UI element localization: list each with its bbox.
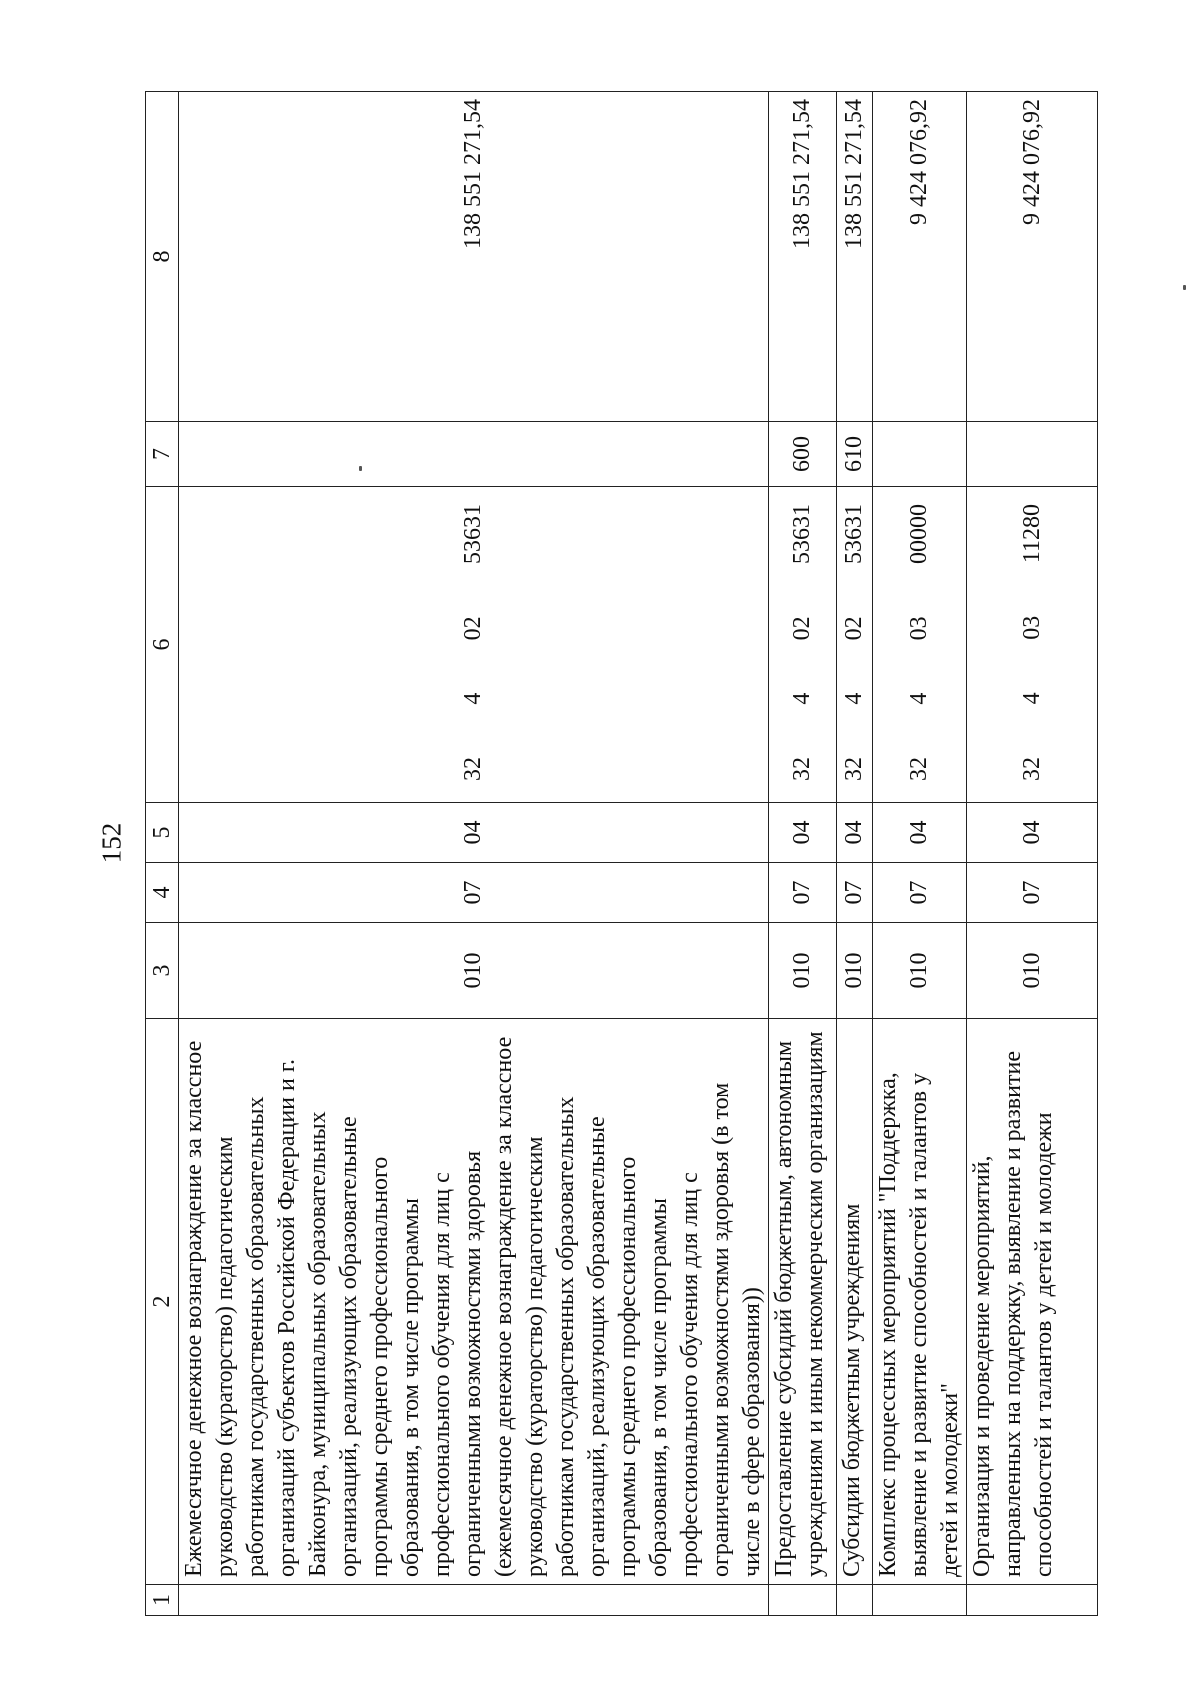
- subsection-code: 04: [967, 803, 1098, 863]
- amount: 9 424 076,92: [873, 92, 967, 422]
- expense-name: Субсидии бюджетным учреждениям: [837, 1019, 873, 1585]
- row-number: [873, 1585, 967, 1616]
- section-code: 07: [179, 863, 769, 923]
- header-col-7: 7: [146, 422, 179, 487]
- row-number: [179, 1585, 769, 1616]
- target-article-code: [179, 487, 769, 803]
- csr-program: 32: [789, 757, 815, 781]
- expense-type-code: [967, 422, 1098, 487]
- csr-program: 32: [906, 757, 932, 781]
- csr-direction: 53631: [460, 504, 486, 565]
- row-number: [837, 1585, 873, 1616]
- header-col-6: 6: [146, 487, 179, 803]
- header-col-5: 5: [146, 803, 179, 863]
- expense-type-code: 610: [837, 422, 873, 487]
- header-col-2: 2: [146, 1019, 179, 1585]
- rotated-table-wrapper: [145, 92, 1057, 1616]
- expense-type-code: [179, 422, 769, 487]
- csr-direction: 53631: [841, 504, 867, 565]
- ministry-code: 010: [967, 923, 1098, 1019]
- target-article-code: [873, 487, 967, 803]
- csr-type: 4: [906, 692, 932, 705]
- section-code: 07: [769, 863, 837, 923]
- subsection-code: 04: [873, 803, 967, 863]
- csr-type: 4: [1018, 692, 1045, 705]
- ministry-code: 010: [179, 923, 769, 1019]
- csr-type: 4: [841, 692, 867, 705]
- table-row: [873, 92, 967, 1616]
- ministry-code: 010: [837, 923, 873, 1019]
- section-code: 07: [873, 863, 967, 923]
- csr-type: 4: [460, 692, 486, 705]
- csr-subprogram: 02: [460, 616, 486, 641]
- budget-table: [145, 91, 1098, 1616]
- expense-name: Ежемесячное денежное вознаграждение за классное руководство (кураторство) педагогическим работникам государственных образовательных организаций субъектов Российской Федерации и г. Байконура, муниципальных образовательных организаций, реализующих образовательные программы среднего профессионального образования, в том числе программы профессионального обучения для лиц с ограниченными возможностями здоровья (ежемесячное денежное вознаграждение за классное руководство (кураторство) педагогическим работникам государственных образовательных организаций, реализующих образовательные программы среднего профессионального образования, в том числе программы профессионального обучения для лиц с ограниченными возможностями здоровья (в том числе в сфере образования)): [179, 1019, 769, 1585]
- amount: 138 551 271,54: [179, 92, 769, 422]
- target-article-code: [837, 487, 873, 803]
- csr-program: 32: [1018, 757, 1045, 781]
- ministry-code: 010: [769, 923, 837, 1019]
- scan-speck: [359, 466, 362, 471]
- csr-program: 32: [841, 757, 867, 781]
- page-number: 152: [96, 822, 127, 864]
- table-row: [179, 92, 769, 1616]
- amount: 138 551 271,54: [769, 92, 837, 422]
- ministry-code: 010: [873, 923, 967, 1019]
- table-row: [769, 92, 837, 1616]
- expense-name: Комплекс процессных мероприятий "Поддержка, выявление и развитие способностей и талантов у детей и молодежи": [873, 1019, 967, 1585]
- section-code: 07: [837, 863, 873, 923]
- expense-name: Организация и проведение мероприятий, направленных на поддержку, выявление и развитие способностей и талантов у детей и молодежи: [967, 1019, 1098, 1585]
- table-row: [837, 92, 873, 1616]
- target-article-code: [769, 487, 837, 803]
- subsection-code: 04: [769, 803, 837, 863]
- csr-direction: 11280: [1018, 504, 1045, 564]
- header-col-1: 1: [146, 1585, 179, 1616]
- csr-subprogram: 02: [841, 616, 867, 641]
- row-number: [769, 1585, 837, 1616]
- table-header-row: [146, 92, 179, 1616]
- header-col-3: 3: [146, 923, 179, 1019]
- section-code: 07: [967, 863, 1098, 923]
- target-article-code: [967, 487, 1098, 803]
- amount: 9 424 076,92: [967, 92, 1098, 422]
- csr-program: 32: [460, 757, 486, 781]
- table-row: [967, 92, 1098, 1616]
- expense-name: Предоставление субсидий бюджетным, автономным учреждениям и иным некоммерческим организациям: [769, 1019, 837, 1585]
- subsection-code: 04: [179, 803, 769, 863]
- csr-direction: 53631: [789, 504, 815, 565]
- csr-subprogram: 03: [1018, 615, 1045, 640]
- csr-subprogram: 03: [906, 616, 932, 641]
- csr-direction: 00000: [906, 504, 932, 565]
- amount: 138 551 271,54: [837, 92, 873, 422]
- row-number: [967, 1585, 1098, 1616]
- header-col-8: 8: [146, 92, 179, 422]
- scan-speck: [1183, 285, 1186, 290]
- csr-subprogram: 02: [789, 616, 815, 641]
- expense-type-code: [873, 422, 967, 487]
- expense-type-code: 600: [769, 422, 837, 487]
- subsection-code: 04: [837, 803, 873, 863]
- header-col-4: 4: [146, 863, 179, 923]
- csr-type: 4: [789, 692, 815, 705]
